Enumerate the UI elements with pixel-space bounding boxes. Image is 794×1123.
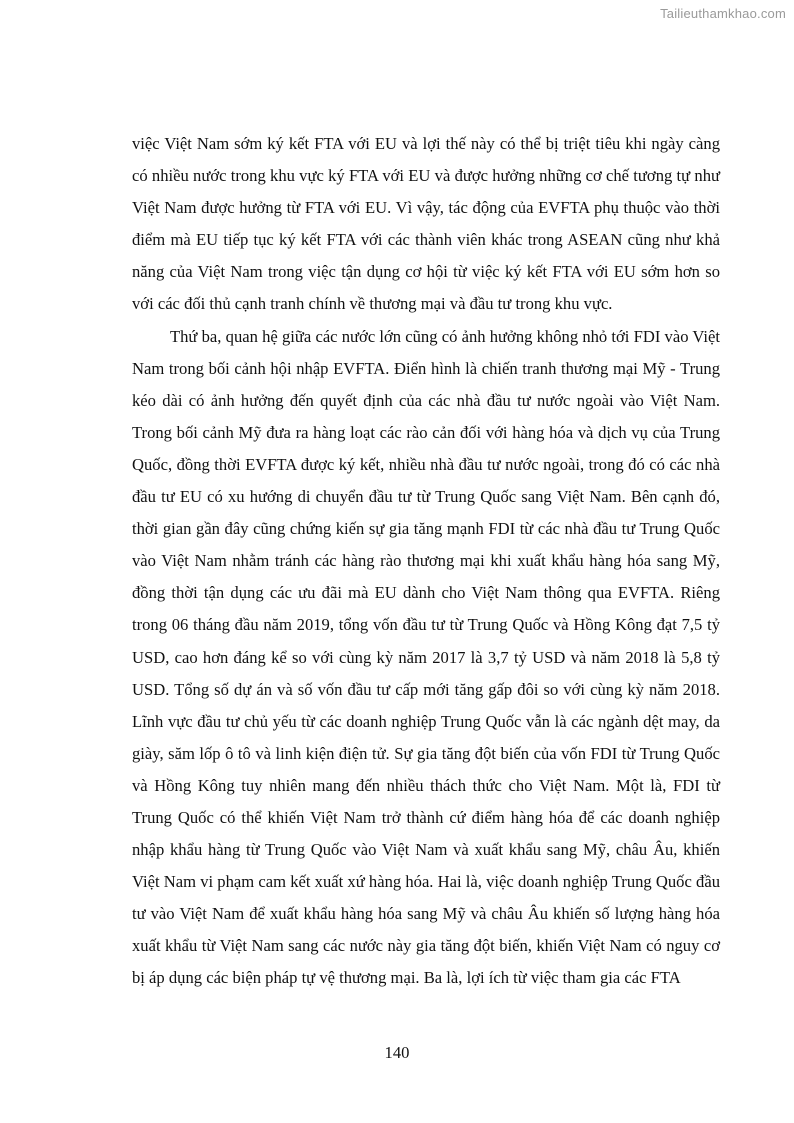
document-body (132, 128, 720, 995)
site-watermark: Tailieuthamkhao.com (660, 6, 786, 21)
paragraph-continuation: việc Việt Nam sớm ký kết FTA với EU và lợi thế này có thể bị triệt tiêu khi ngày càng có nhiều nước trong khu vực ký FTA với EU và được hưởng những cơ chế tương tự như Việt Nam được hưởng từ FTA với EU. Vì vậy, tác động của EVFTA phụ thuộc vào thời điểm mà EU tiếp tục ký kết FTA với các thành viên khác trong ASEAN cũng như khả năng của Việt Nam trong việc tận dụng cơ hội từ việc ký kết FTA với EU sớm hơn so với các đối thủ cạnh tranh chính về thương mại và đầu tư trong khu vực. (132, 134, 720, 314)
paragraph-thu-ba: Thứ ba, quan hệ giữa các nước lớn cũng có ảnh hưởng không nhỏ tới FDI vào Việt Nam trong bối cảnh hội nhập EVFTA. Điển hình là chiến tranh thương mại Mỹ - Trung kéo dài có ảnh hưởng đến quyết định của các nhà đầu tư nước ngoài vào Việt Nam. Trong bối cảnh Mỹ đưa ra hàng loạt các rào cản đối với hàng hóa và dịch vụ của Trung Quốc, đồng thời EVFTA được ký kết, nhiều nhà đầu tư nước ngoài, trong đó có các nhà đầu tư EU có xu hướng di chuyển đầu tư từ Trung Quốc sang Việt Nam. Bên cạnh đó, thời gian gần đây cũng chứng kiến sự gia tăng mạnh FDI từ các nhà đầu tư Trung Quốc vào Việt Nam nhằm tránh các hàng rào thương mại khi xuất khẩu hàng hóa sang Mỹ, đồng thời tận dụng các ưu đãi mà EU dành cho Việt Nam thông qua EVFTA. Riêng trong 06 tháng đầu năm 2019, tổng vốn đầu tư từ Trung Quốc và Hồng Kông đạt 7,5 tỷ USD, cao hơn đáng kể so với cùng kỳ năm 2017 là 3,7 tỷ USD và năm 2018 là 5,8 tỷ USD. Tổng số dự án và số vốn đầu tư cấp mới tăng gấp đôi so với cùng kỳ năm 2018. Lĩnh vực đầu tư chủ yếu từ các doanh nghiệp Trung Quốc vẫn là các ngành dệt may, da giày, săm lốp ô tô và linh kiện điện tử. Sự gia tăng đột biến của vốn FDI từ Trung Quốc và Hồng Kông tuy nhiên mang đến nhiều thách thức cho Việt Nam. Một là, FDI từ Trung Quốc có thể khiến Việt Nam trở thành cứ điểm hàng hóa để các doanh nghiệp nhập khẩu hàng từ Trung Quốc vào Việt Nam và xuất khẩu sang Mỹ, châu Âu, khiến Việt Nam vi phạm cam kết xuất xứ hàng hóa. Hai là, việc doanh nghiệp Trung Quốc đầu tư vào Việt Nam để xuất khẩu hàng hóa sang Mỹ và châu Âu khiến số lượng hàng hóa xuất khẩu từ Việt Nam sang các nước này gia tăng đột biến, khiến Việt Nam có nguy cơ bị áp dụng các biện pháp tự vệ thương mại. Ba là, lợi ích từ việc tham gia các FTA (132, 326, 720, 988)
page-number: 140 (384, 1043, 410, 1062)
